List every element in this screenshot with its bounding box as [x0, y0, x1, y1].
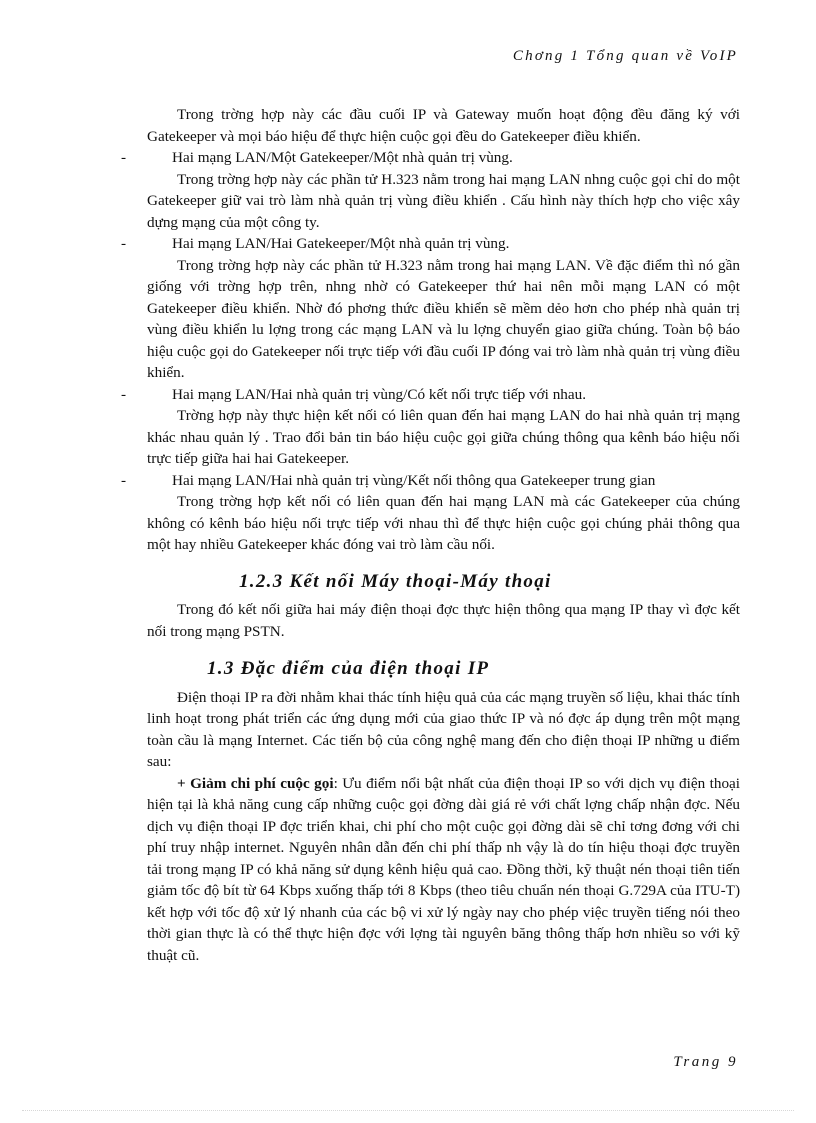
bullet-dash: -: [121, 385, 127, 403]
bullet-dash: -: [121, 149, 127, 166]
bullet-title: Hai mạng LAN/Một Gatekeeper/Một nhà quản trị vùng.: [172, 149, 513, 166]
paragraph-1-2-3: Trong đó kết nối giữa hai máy điện thoại đợc thực hiện thông qua mạng IP thay vì đợc kết nối trong mạng PSTN.: [147, 601, 740, 640]
bullet-dash: -: [121, 471, 127, 489]
bullet-item-4: [121, 470, 740, 492]
paragraph-b1: Trong trờng hợp này các phần tử H.323 nằm trong hai mạng LAN nhng cuộc gọi chỉ do một Gatekeeper giữ vai trò làm nhà quản trị vùng điều khiển . Cấu hình này thích hợp cho việc xây dựng mạng của một công ty.: [147, 170, 740, 231]
page-bottom-divider: [22, 1110, 794, 1111]
running-header: Chơng 1 Tổng quan về VoIP: [512, 48, 738, 64]
bullet-item-2: [121, 233, 740, 255]
cost-text: : Ưu điểm nổi bật nhất của điện thoại IP so với dịch vụ điện thoại hiện tại là khả năng cung cấp những cuộc gọi đờng dài giá rẻ với chất lợng chấp nhận đợc. Nếu dịch vụ điện thoại IP đợc triển khai, chi phí cho một cuộc gọi đờng dài sẽ chỉ tơng đơng với chi phí truy nhập internet. Nguyên nhân dẫn đến chi phí thấp nh vậy là do tín hiệu thoại đợc truyền tải trong mạng IP có khả năng sử dụng kênh hiệu quả cao. Đồng thời, kỹ thuật nén thoại tiên tiến giảm tốc độ bít từ 64 Kbps xuống thấp tới 8 Kbps (theo tiêu chuẩn nén thoại G.729A của ITU-T) kết hợp với tốc độ xử lý nhanh của các bộ vi xử lý ngày nay cho phép việc truyền tiếng nói theo thời gian thực là có thể thực hiện đợc với lợng tài nguyên băng thông thấp hơn nhiều so với kỹ thuật cũ.: [147, 774, 740, 964]
paragraph-intro: Trong trờng hợp này các đầu cuối IP và Gateway muốn hoạt động đều đăng ký với Gatekeeper và mọi báo hiệu để thực hiện cuộc gọi đều do Gatekeeper điều khiển.: [147, 106, 740, 145]
bullet-title: Hai mạng LAN/Hai nhà quản trị vùng/Kết nối thông qua Gatekeeper trung gian: [172, 471, 656, 489]
paragraph-1-3: Điện thoại IP ra đời nhằm khai thác tính hiệu quả của các mạng truyền số liệu, khai thác tính linh hoạt trong phát triển các ứng dụng mới của giao thức IP và nó đợc áp dụng trên một mạng toàn cầu là mạng Internet. Các tiến bộ của công nghệ mang đến cho điện thoại IP những u điểm sau:: [147, 688, 740, 770]
bullet-item-1: [121, 147, 740, 169]
bullet-dash: -: [121, 235, 127, 252]
paragraph-b3: Trờng hợp này thực hiện kết nối có liên quan đến hai mạng LAN do hai nhà quản trị mạng khác nhau quản lý . Trao đổi bản tin báo hiệu cuộc gọi giữa chúng thông qua kênh báo hiệu nối trực tiếp giữa hai hai Gatekeeper.: [147, 407, 740, 467]
paragraph-cost: [147, 773, 740, 967]
cost-lead: + Giảm chi phí cuộc gọi: [177, 774, 334, 792]
bullet-title: Hai mạng LAN/Hai Gatekeeper/Một nhà quản trị vùng.: [172, 235, 510, 252]
paragraph-b4: Trong trờng hợp kết nối có liên quan đến hai mạng LAN mà các Gatekeeper của chúng không có kênh báo hiệu nối trực tiếp với nhau thì để thực hiện cuộc gọi chúng phải thông qua một hay nhiều Gatekeeper khác đóng vai trò làm cầu nối.: [147, 493, 740, 553]
body-text: [121, 104, 740, 966]
section-heading-1-2-3: 1.2.3 Kết nối Máy thoại-Máy thoại: [239, 570, 552, 592]
paragraph-b2: Trong trờng hợp này các phần tử H.323 nằm trong hai mạng LAN. Về đặc điểm thì nó gần giống với trờng hợp trên, nhng nhờ có Gatekeeper thứ hai nên mỗi mạng LAN có một Gatekeeper điều khiển. Nhờ đó phơng thức điều khiển sẽ mềm dẻo hơn cho phép nhà quản trị vùng điều khiển lu lợng trong các mạng LAN và lu lợng chuyển giao giữa chúng. Toàn bộ báo hiệu cuộc gọi do Gatekeeper nối trực tiếp với đầu cuối IP đóng vai trò làm nhà quản trị vùng điều khiển.: [147, 256, 740, 381]
page-number: Trang 9: [673, 1054, 738, 1070]
section-heading-1-3: 1.3 Đặc điểm của điện thoại IP: [207, 658, 490, 679]
bullet-item-3: [121, 384, 740, 406]
bullet-title: Hai mạng LAN/Hai nhà quản trị vùng/Có kết nối trực tiếp với nhau.: [172, 385, 587, 403]
